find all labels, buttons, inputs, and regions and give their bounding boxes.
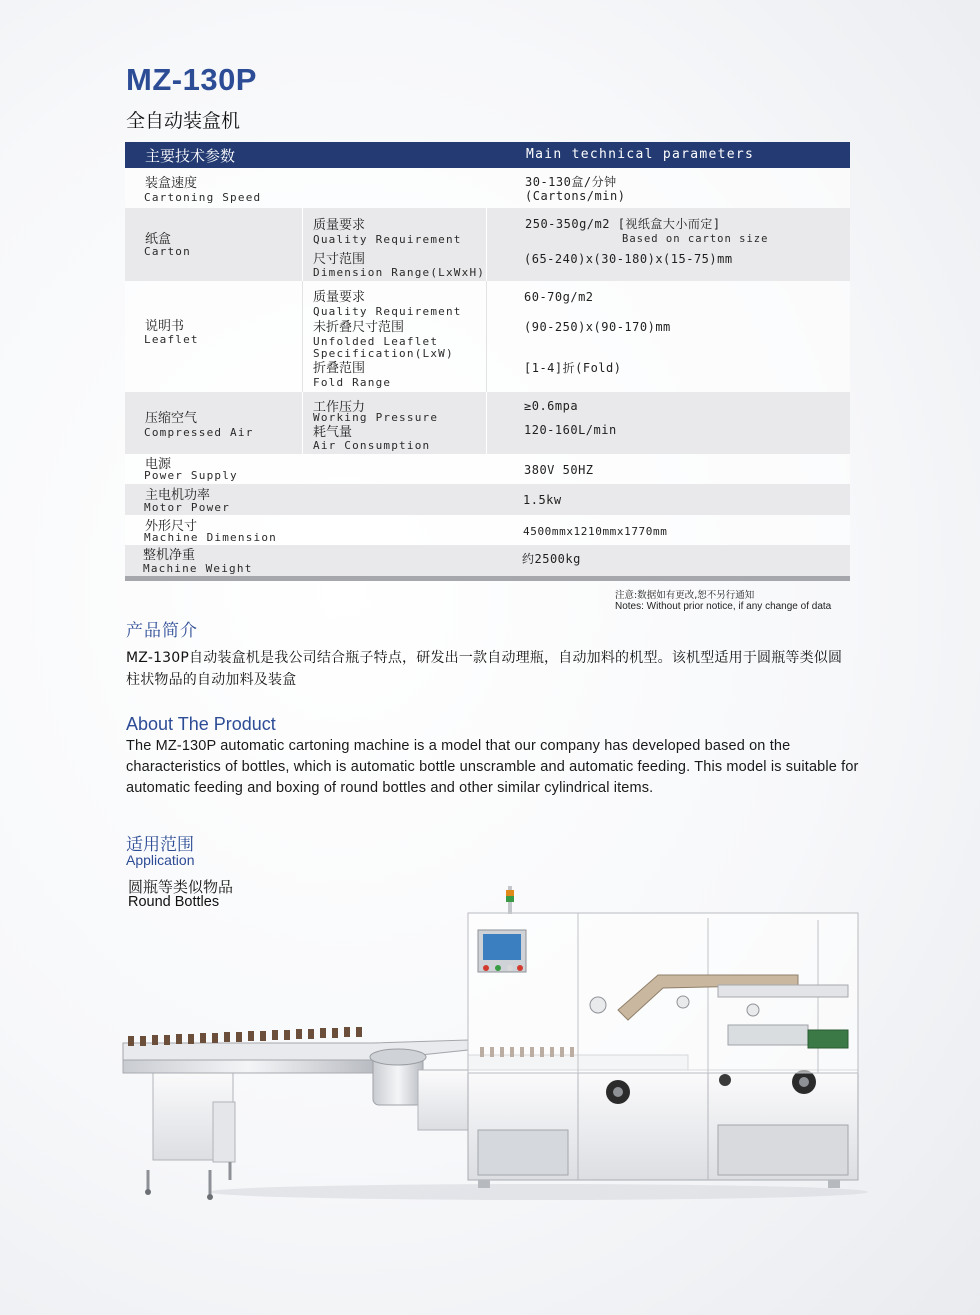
spec-row-cartoning-speed (125, 168, 850, 208)
sub-param-en: Unfolded Leaflet (313, 335, 439, 348)
param-name-en: Machine Weight (143, 562, 253, 575)
safety-guard (468, 886, 858, 1073)
sub-param-value: 120-160L/min (524, 423, 617, 437)
param-name-en: Carton (144, 245, 191, 258)
param-name-en: Power Supply (144, 469, 238, 482)
param-name-zh: 主电机功率 (145, 488, 211, 503)
param-name-en: Compressed Air (144, 426, 254, 439)
model-subtitle: 全自动装盒机 (126, 110, 241, 132)
param-name-en: Leaflet (144, 333, 199, 346)
sub-param-en: Dimension Range(LxWxH) (313, 266, 486, 279)
sub-param-zh: 尺寸范围 (313, 252, 366, 267)
param-name-zh: 外形尺寸 (145, 519, 198, 534)
sub-param-zh: 质量要求 (313, 290, 366, 305)
sub-param-zh: 质量要求 (313, 218, 366, 233)
bottle-feeder (123, 1027, 468, 1200)
intro-heading-en: About The Product (126, 714, 276, 734)
spec-row-machine-dimension (125, 515, 850, 545)
sub-param-value: 250-350g/m2 [视纸盒大小而定] (525, 217, 721, 231)
param-value: 1.5kw (523, 493, 562, 507)
param-value: 4500mmx1210mmx1770mm (523, 525, 668, 538)
application-heading-zh: 适用范围 (126, 835, 194, 855)
sub-param-value-note: Based on carton size (622, 233, 769, 245)
application-item-en: Round Bottles (128, 894, 220, 910)
sub-param-value: (65-240)x(30-180)x(15-75)mm (524, 252, 733, 266)
sub-param-zh: 耗气量 (313, 425, 353, 440)
param-name-zh: 说明书 (145, 319, 185, 334)
intro-heading-zh: 产品简介 (126, 621, 198, 641)
spec-row-carton (125, 208, 850, 281)
spec-row-leaflet (125, 281, 850, 392)
spec-table-header (125, 142, 850, 168)
sub-param-en: Working Pressure (313, 411, 439, 424)
sub-param-zh: 未折叠尺寸范围 (313, 320, 405, 335)
param-name-zh: 电源 (145, 457, 172, 472)
notice-zh: 注意:数据如有更改,恕不另行通知 (615, 590, 755, 601)
param-value-unit: (Cartons/min) (525, 189, 626, 203)
intro-text-zh: MZ-130P自动装盒机是我公司结合瓶子特点，研发出一款自动理瓶，自动加料的机型。该机型适用于圆瓶等类似圆柱状物品的自动加料及装盒 (126, 650, 843, 688)
spec-table (125, 142, 850, 581)
sub-param-value: 60-70g/m2 (524, 290, 594, 304)
spec-row-machine-weight (125, 545, 850, 576)
spec-row-compressed-air (125, 392, 850, 454)
param-name-en: Motor Power (144, 501, 231, 514)
table-bottom-bar (125, 576, 850, 581)
sub-param-en: Fold Range (313, 376, 392, 389)
param-name-zh: 纸盒 (145, 232, 172, 247)
spec-header-zh: 主要技术参数 (145, 147, 236, 165)
param-name-zh: 压缩空气 (145, 411, 198, 426)
param-value: 30-130盒/分钟 (525, 175, 617, 189)
sub-param-zh: 工作压力 (313, 400, 366, 415)
spec-row-motor-power (125, 484, 850, 515)
param-name-en: Machine Dimension (144, 531, 277, 544)
sub-param-en: Quality Requirement (313, 233, 462, 246)
param-name-zh: 装盒速度 (145, 176, 198, 191)
sub-param-en: Air Consumption (313, 439, 431, 452)
spec-row-power-supply (125, 454, 850, 484)
spec-header-en: Main technical parameters (526, 147, 755, 162)
param-name-zh: 整机净重 (143, 548, 196, 563)
machine-illustration (118, 880, 868, 1210)
sub-param-value: ≥0.6mpa (524, 399, 579, 413)
sub-param-en: Quality Requirement (313, 305, 462, 318)
param-name-en: Cartoning Speed (144, 191, 262, 204)
application-item-zh: 圆瓶等类似物品 (128, 878, 234, 896)
application-heading-en: Application (126, 852, 195, 868)
model-title: MZ-130P (126, 62, 257, 97)
param-value: 380V 50HZ (524, 463, 594, 477)
notice-en: Notes: Without prior notice, if any change of data (615, 601, 832, 612)
sub-param-value: (90-250)x(90-170)mm (524, 320, 671, 334)
main-cabinet (468, 1070, 858, 1188)
sub-param-value: [1-4]折(Fold) (524, 361, 622, 375)
sub-param-zh: 折叠范围 (313, 361, 366, 376)
intro-text-en: The MZ-130P automatic cartoning machine is a model that our company has developed based on the characteristics of bottles, which is automatic bottle unscramble and automatic feeding. This model is suitable for automatic feeding and boxing of round bottles and other similar cylindrical items. (126, 738, 859, 796)
param-value: 约2500kg (522, 552, 581, 566)
sub-param-en-line2: Specification(LxW) (313, 347, 454, 360)
